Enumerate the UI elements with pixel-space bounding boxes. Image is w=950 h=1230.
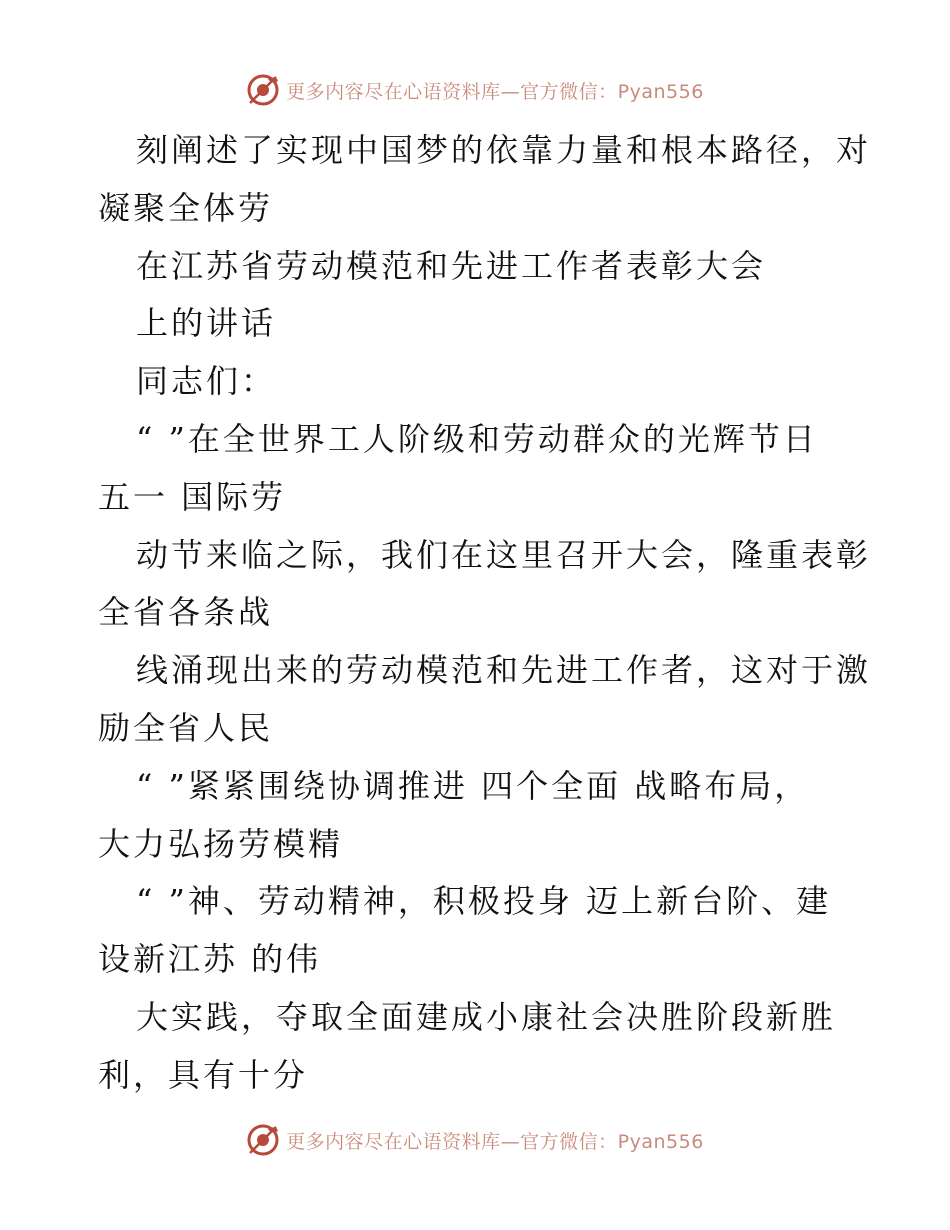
- text-line: “ ”紧紧围绕协调推进 四个全面 战略布局，: [136, 766, 810, 805]
- text-line: 上的讲话: [136, 304, 277, 343]
- document-body: [98, 122, 872, 1105]
- text-line: 全省各条战: [98, 593, 274, 632]
- header-watermark: [0, 70, 950, 110]
- text-line: 在江苏省劳动模范和先进工作者表彰大会: [136, 246, 767, 285]
- text-line: 同志们：: [136, 362, 277, 401]
- text-line: 利，具有十分: [98, 1055, 309, 1094]
- text-line: 五一 国际劳: [98, 477, 287, 516]
- quill-logo-icon: [246, 1123, 280, 1157]
- text-line: 刻阐述了实现中国梦的依靠力量和根本路径，对: [136, 131, 872, 169]
- watermark-text: 更多内容尽在心语资料库—官方微信：Pyan556: [286, 80, 704, 103]
- quill-logo-icon: [246, 73, 280, 107]
- text-line: 大实践，夺取全面建成小康社会决胜阶段新胜: [136, 997, 837, 1036]
- text-line: 线涌现出来的劳动模范和先进工作者，这对于激: [136, 651, 872, 690]
- text-line: 设新江苏 的伟: [98, 940, 322, 979]
- watermark-text: 更多内容尽在心语资料库—官方微信：Pyan556: [286, 1130, 704, 1153]
- text-line: 动节来临之际，我们在这里召开大会，隆重表彰: [136, 535, 872, 574]
- text-line: 大力弘扬劳模精: [98, 824, 344, 863]
- text-line: “ ”神、劳动精神，积极投身 迈上新台阶、建: [136, 882, 832, 921]
- text-line: 励全省人民: [98, 708, 274, 747]
- footer-watermark: [0, 1120, 950, 1160]
- text-line: 凝聚全体劳: [98, 188, 274, 227]
- text-line: “ ”在全世界工人阶级和劳动群众的光辉节日: [136, 419, 818, 458]
